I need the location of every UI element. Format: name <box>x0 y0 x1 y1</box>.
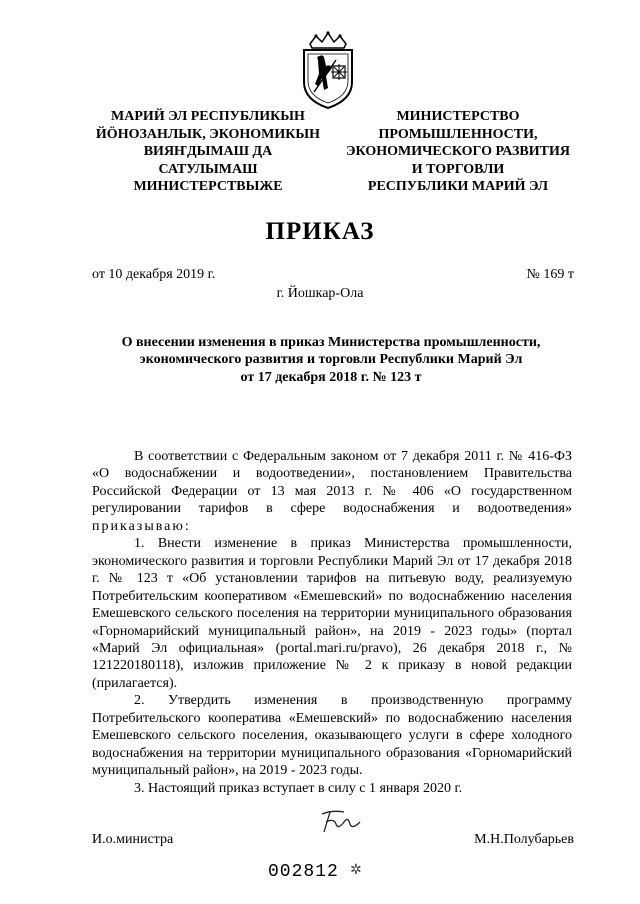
body-paragraph-preamble <box>92 448 572 535</box>
handwritten-signature-icon <box>314 804 368 838</box>
document-date: от 10 декабря 2019 г. <box>92 267 216 282</box>
subject-line: О внесении изменения в приказ Министерства промышленности, <box>121 335 541 350</box>
header-left-line: МИНИСТЕРСТВЫЖЕ <box>133 179 283 195</box>
header-right-org <box>338 108 578 196</box>
header-right-line: ЭКОНОМИЧЕСКОГО РАЗВИТИЯ <box>346 144 570 160</box>
body-paragraph-3: 3. Настоящий приказ вступает в силу с 1 января 2020 г. <box>134 780 463 796</box>
order-keyword: приказываю: <box>92 518 191 534</box>
header-left-line: ВИЯҤДЫМАШ ДА <box>143 144 273 160</box>
signer-name: М.Н.Полубарьев <box>474 832 574 847</box>
subject-line: экономического развития и торговли Республики Марий Эл <box>139 352 523 368</box>
header-left-line: САТУЛЫМАШ <box>158 161 258 177</box>
header-right-line: МИНИСТЕРСТВО <box>396 109 520 124</box>
subject-line: от 17 декабря 2018 г. № 123 т <box>240 369 422 385</box>
document-subject <box>100 334 562 386</box>
document-body <box>92 448 572 797</box>
document-city: г. Йошкар-Ола <box>276 286 364 301</box>
body-paragraph-2: 2. Утвердить изменения в производственную программу Потребительского кооператива «Емешевский» по водоснабжению населения Емешевского сельского поселения, оказывающего услуги в сфере холодного водоснабжения на территории муниципального образования «Горномарийский муниципальный район», на 2019 - 2023 годы. <box>92 693 572 779</box>
header-left-line: МАРИЙ ЭЛ РЕСПУБЛИКЫН <box>111 109 305 124</box>
ornament-star-icon: ✲ <box>350 863 362 878</box>
form-serial-number: 002812 <box>268 862 339 882</box>
header-left-org <box>92 108 324 196</box>
body-paragraph-1: 1. Внести изменение в приказ Министерства промышленности, экономического развития и торговли Республики Марий Эл от 17 декабря 2018 г. № 123 т «Об установлении тарифов на питьевую воду, реализуемую Потребительским кооперативом «Емешевский» по водоснабжению населения Емешевского сельского поселения на территории муниципального образования «Горномарийский муниципальный район», на 2019 - 2023 годы» (портал «Марий Эл официальная» (portal.mari.ru/pravo), 26 декабря 2018 г., № 121220180118), изложив приложение № 2 к приказу в новой редакции (прилагается). <box>92 536 572 691</box>
header-left-line: ЙӦНОЗАНЛЫК, ЭКОНОМИКЫН <box>95 126 321 142</box>
header-right-line: ПРОМЫШЛЕННОСТИ, <box>378 126 538 142</box>
signer-role: И.о.министра <box>92 832 174 847</box>
header-right-line: И ТОРГОВЛИ <box>411 161 505 177</box>
coat-of-arms-icon <box>296 30 360 110</box>
header-right-line: РЕСПУБЛИКИ МАРИЙ ЭЛ <box>367 179 549 195</box>
document-title: ПРИКАЗ <box>265 218 375 245</box>
preamble-text: В соответствии с Федеральным законом от 7 декабря 2011 г. № 416-ФЗ «О водоснабжении и водоотведении», постановлением Правительства Российской Федерации от 13 мая 2013 г. № 406 «О государственном регулировании тарифов в сфере водоснабжения и водоотведения» <box>92 449 572 517</box>
document-number: № 169 т <box>526 267 574 282</box>
